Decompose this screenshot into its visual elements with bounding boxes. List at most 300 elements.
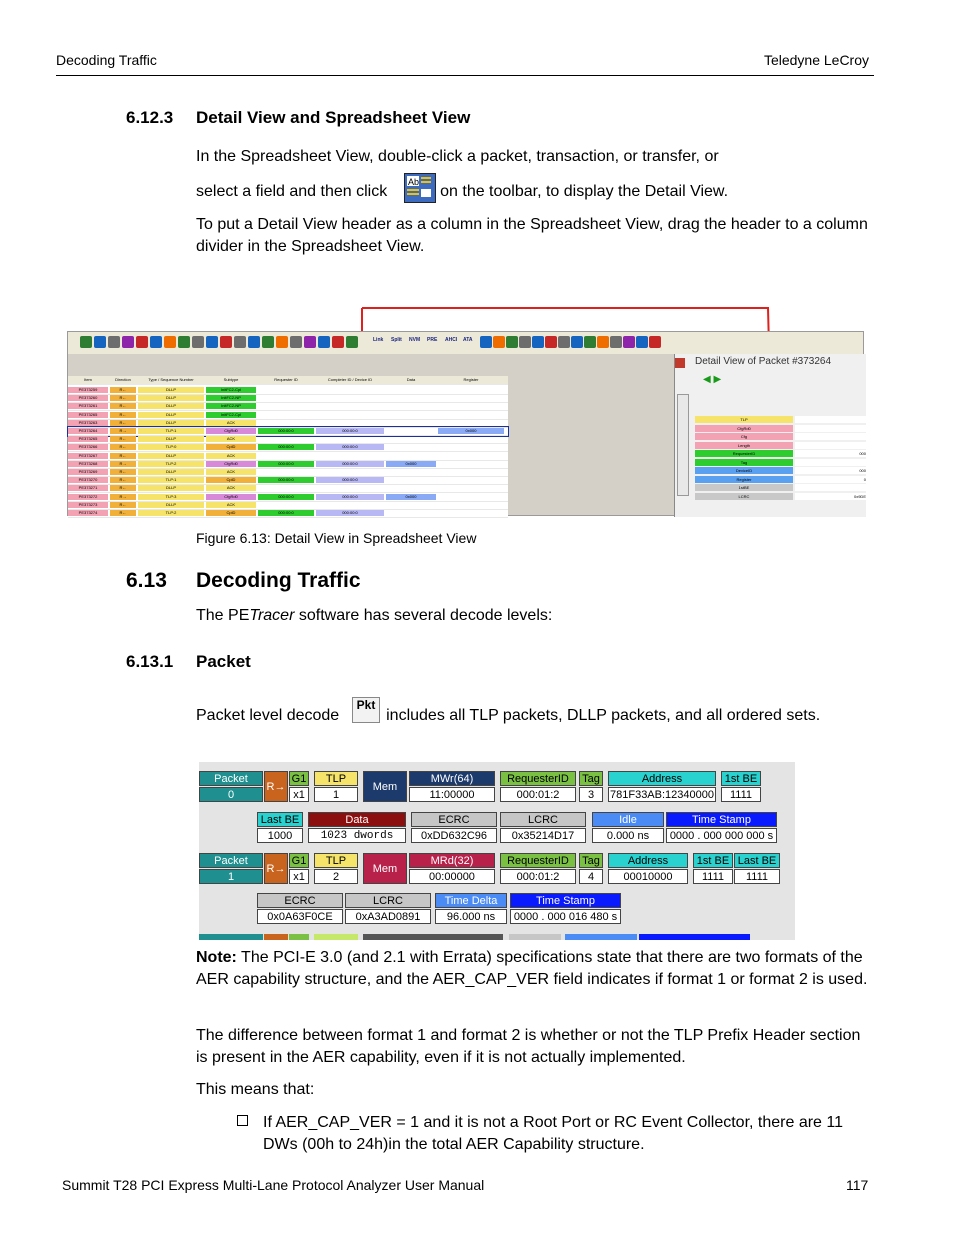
- table-cell: PE373264: [68, 428, 108, 434]
- table-cell: 000:00:0: [316, 461, 384, 467]
- first-be-label: 1st BE: [693, 853, 733, 868]
- table-cell: [316, 502, 384, 508]
- detail-field-value: 000: [795, 450, 866, 457]
- paragraph-text: select a field and then click: [196, 183, 388, 200]
- toolbar-icon[interactable]: [262, 336, 274, 348]
- footer-left: Summit T28 PCI Express Multi-Lane Protocol Analyzer User Manual: [62, 1177, 485, 1193]
- page-number: 117: [846, 1177, 869, 1193]
- table-cell: ACK: [206, 502, 256, 508]
- gen-label: G1: [289, 853, 309, 868]
- table-cell: CfgRd0: [206, 428, 256, 434]
- idle-value: 0.000 ns: [592, 828, 664, 843]
- packet-level-icon: [352, 697, 380, 723]
- address-value: 781F33AB:12340000: [608, 787, 716, 802]
- table-cell: [386, 444, 436, 450]
- detail-field-value: [795, 416, 866, 423]
- table-cell: [316, 412, 384, 418]
- section-title: Packet: [196, 652, 251, 671]
- table-cell: 0x000: [386, 494, 436, 500]
- table-cell: R←: [110, 387, 136, 393]
- address-value: 00010000: [608, 869, 688, 884]
- mem-cell: Mem: [363, 853, 407, 884]
- time-delta-value: 96.000 ns: [435, 909, 507, 924]
- toolbar-icon[interactable]: [532, 336, 544, 348]
- detail-field-row[interactable]: [695, 433, 866, 441]
- detail-field-label: TLP: [695, 416, 793, 423]
- table-cell: [316, 453, 384, 459]
- table-cell: [438, 494, 504, 500]
- table-cell: [438, 469, 504, 475]
- toolbar-icon[interactable]: [623, 336, 635, 348]
- table-cell: [386, 395, 436, 401]
- bullet-item: If AER_CAP_VER = 1 and it is not a Root Port or RC Event Collector, there are 11 DWs (00h to 24h)in the total AER Capability structure.: [263, 1114, 843, 1153]
- table-cell: [386, 428, 436, 434]
- table-cell: PE373270: [68, 477, 108, 483]
- table-row[interactable]: [68, 509, 508, 518]
- toolbar-spacer: [68, 354, 674, 376]
- detail-view-icon: [675, 358, 685, 368]
- paragraph-inline: [196, 181, 876, 203]
- table-cell: PE373261: [68, 403, 108, 409]
- table-cell: DLLP: [138, 485, 204, 491]
- detail-field-row[interactable]: [695, 493, 866, 501]
- table-cell: ACK: [206, 420, 256, 426]
- table-cell: PE373259: [68, 387, 108, 393]
- table-cell: 000:00:0: [258, 428, 314, 434]
- table-cell: R←: [110, 510, 136, 516]
- toolbar-decode-button[interactable]: PRE: [427, 337, 438, 343]
- table-cell: [258, 469, 314, 475]
- time-stamp-value: 0000 . 000 016 480 s: [510, 909, 621, 924]
- grid-column-header[interactable]: Item: [84, 377, 92, 382]
- table-cell: PE373274: [68, 510, 108, 516]
- table-cell: InitFC2-Cpl: [206, 387, 256, 393]
- toolbar-icon[interactable]: [519, 336, 531, 348]
- detail-field-label: Tag: [695, 459, 793, 466]
- table-cell: TLP:1: [138, 428, 204, 434]
- table-cell: CplD: [206, 477, 256, 483]
- table-cell: [316, 387, 384, 393]
- table-cell: InitFC2-NP: [206, 403, 256, 409]
- section-title: Detail View and Spreadsheet View: [196, 108, 471, 127]
- table-cell: R←: [110, 502, 136, 508]
- tag-label: Tag: [579, 853, 603, 868]
- table-cell: 000:00:0: [258, 461, 314, 467]
- detail-field-row[interactable]: [695, 442, 866, 450]
- table-cell: DLLP: [138, 403, 204, 409]
- table-cell: PE373272: [68, 494, 108, 500]
- toolbar-decode-button[interactable]: AHCI: [445, 337, 458, 343]
- detail-field-row[interactable]: [695, 459, 866, 467]
- detail-field-value: 0x9DE: [795, 493, 866, 500]
- table-cell: TLP:3: [138, 494, 204, 500]
- tlp-value: 1: [314, 787, 358, 802]
- table-cell: PE373269: [68, 469, 108, 475]
- table-cell: R←: [110, 444, 136, 450]
- type-value: 00:00000: [409, 869, 495, 884]
- header-left: Decoding Traffic: [56, 52, 157, 68]
- table-cell: [438, 485, 504, 491]
- tag-value: 4: [579, 869, 603, 884]
- detail-field-row[interactable]: [695, 416, 866, 424]
- toolbar-decode-button[interactable]: Link: [373, 337, 384, 343]
- packet-number[interactable]: 0: [199, 787, 263, 802]
- section-6-13-1-heading: [126, 652, 251, 672]
- table-cell: ACK: [206, 485, 256, 491]
- spreadsheet-grid: [68, 376, 508, 516]
- toolbar: [68, 332, 863, 355]
- table-cell: DLLP: [138, 453, 204, 459]
- table-cell: ACK: [206, 469, 256, 475]
- type-label: MWr(64): [409, 771, 495, 786]
- table-cell: PE373273: [68, 502, 108, 508]
- paragraph: In the Spreadsheet View, double-click a packet, transaction, or transfer, or: [196, 148, 719, 165]
- table-cell: ACK: [206, 453, 256, 459]
- data-value[interactable]: 1023 dwords: [308, 828, 406, 843]
- packet-row-partial: [289, 934, 309, 940]
- toolbar-icon[interactable]: [506, 336, 518, 348]
- lcrc-label: LCRC: [500, 812, 586, 827]
- toolbar-icon[interactable]: [178, 336, 190, 348]
- paragraph-text: software has several decode levels:: [294, 607, 553, 624]
- data-label: Data: [308, 812, 406, 827]
- table-cell: PE373263: [68, 420, 108, 426]
- first-be-label: 1st BE: [721, 771, 761, 786]
- toolbar-icon[interactable]: [136, 336, 148, 348]
- detail-field-label: DeviceID: [695, 467, 793, 474]
- table-cell: [438, 436, 504, 442]
- toolbar-icon[interactable]: [94, 336, 106, 348]
- tag-label: Tag: [579, 771, 603, 786]
- table-cell: R←: [110, 485, 136, 491]
- toolbar-icon[interactable]: [558, 336, 570, 348]
- first-be-value: 1111: [693, 869, 733, 884]
- table-cell: R←: [110, 395, 136, 401]
- svg-text:Ab: Ab: [408, 177, 420, 187]
- table-cell: [316, 436, 384, 442]
- type-label: MRd(32): [409, 853, 495, 868]
- toolbar-icon[interactable]: [610, 336, 622, 348]
- table-cell: [258, 412, 314, 418]
- table-cell: 0x000: [386, 461, 436, 467]
- table-cell: [386, 420, 436, 426]
- table-cell: DLLP: [138, 387, 204, 393]
- packet-label: Packet: [199, 853, 263, 868]
- last-be-label: Last BE: [257, 812, 303, 827]
- toolbar-decode-button[interactable]: Split: [391, 337, 402, 343]
- detail-view-title: Detail View of Packet #373264: [695, 356, 832, 367]
- ecrc-value: 0x0A63F0CE: [257, 909, 343, 924]
- toolbar-icon[interactable]: [290, 336, 302, 348]
- table-cell: TLP:2: [138, 510, 204, 516]
- detail-field-value: 0: [795, 476, 866, 483]
- header-right: Teledyne LeCroy: [763, 52, 869, 68]
- table-cell: R→: [110, 461, 136, 467]
- table-cell: DLLP: [138, 395, 204, 401]
- table-cell: PE373260: [68, 395, 108, 401]
- grid-column-header[interactable]: Requester ID: [274, 377, 298, 382]
- grid-header-row: [68, 376, 508, 385]
- ecrc-label: ECRC: [411, 812, 497, 827]
- table-cell: 000:00:0: [316, 494, 384, 500]
- table-cell: 000:00:0: [316, 477, 384, 483]
- grid-column-header[interactable]: Register: [463, 377, 479, 382]
- table-cell: [438, 453, 504, 459]
- section-6-12-3-heading: [126, 108, 471, 128]
- header-rule: [56, 75, 874, 76]
- table-cell: [258, 502, 314, 508]
- toolbar-icon[interactable]: [220, 336, 232, 348]
- toolbar-icon[interactable]: [584, 336, 596, 348]
- toolbar-icon[interactable]: [480, 336, 492, 348]
- table-cell: 000:00:0: [258, 510, 314, 516]
- table-cell: [386, 453, 436, 459]
- toolbar-decode-button[interactable]: NVM: [409, 337, 421, 343]
- tlp-label: TLP: [314, 853, 358, 868]
- detail-field-value: [795, 433, 866, 440]
- detail-field-value: [795, 425, 866, 432]
- table-cell: 000:00:0: [258, 494, 314, 500]
- toolbar-icon[interactable]: [192, 336, 204, 348]
- nav-arrows-icon[interactable]: ◀ ▶: [703, 374, 722, 385]
- table-cell: DLLP: [138, 436, 204, 442]
- table-cell: [258, 420, 314, 426]
- toolbar-icon[interactable]: [493, 336, 505, 348]
- detail-field-value: 000: [795, 467, 866, 474]
- figure-caption: Figure 6.13: Detail View in Spreadsheet View: [196, 530, 477, 546]
- detail-field-row[interactable]: [695, 450, 866, 458]
- product-name: Tracer: [249, 607, 295, 624]
- table-cell: [438, 395, 504, 401]
- toolbar-icon[interactable]: [276, 336, 288, 348]
- table-cell: PE373271: [68, 485, 108, 491]
- table-cell: [258, 485, 314, 491]
- table-cell: R←: [110, 469, 136, 475]
- note-text: The PCI-E 3.0 (and 2.1 with Errata) specifications state that there are two formats of the AER capability structure, and the AER_CAP_VER field indicates if format 1 or format 2 is used.: [196, 949, 868, 988]
- tlp-label: TLP: [314, 771, 358, 786]
- table-cell: [438, 461, 504, 467]
- lcrc-value: 0x35214D17: [500, 828, 586, 843]
- gen-value: x1: [289, 787, 309, 802]
- table-cell: DLLP: [138, 502, 204, 508]
- table-cell: CfgRd0: [206, 494, 256, 500]
- paragraph: The difference between format 1 and format 2 is whether or not the TLP Prefix Header section is present in the AER capability, even if it is not actually implemented.: [196, 1027, 861, 1066]
- table-cell: R←: [110, 453, 136, 459]
- ecrc-value: 0xDD632C96: [411, 828, 497, 843]
- table-cell: [258, 436, 314, 442]
- table-cell: [386, 485, 436, 491]
- mem-cell: Mem: [363, 771, 407, 802]
- packet-row-partial: [199, 934, 263, 940]
- section-number: 6.13: [126, 569, 167, 592]
- paragraph: To put a Detail View header as a column in the Spreadsheet View, drag the header to a column divider in the Spreadsheet View.: [196, 216, 868, 255]
- paragraph: This means that:: [196, 1081, 315, 1098]
- table-cell: [438, 387, 504, 393]
- table-cell: PE373268: [68, 461, 108, 467]
- table-cell: [258, 387, 314, 393]
- detail-field-row[interactable]: [695, 425, 866, 433]
- note-label: Note:: [196, 949, 237, 966]
- table-cell: [386, 387, 436, 393]
- table-cell: R←: [110, 436, 136, 442]
- detail-field-value: [795, 459, 866, 466]
- grid-column-header[interactable]: Subtype: [223, 377, 239, 382]
- toolbar-icon[interactable]: [108, 336, 120, 348]
- toolbar-icon[interactable]: [649, 336, 661, 348]
- paragraph-text: includes all TLP packets, DLLP packets, and all ordered sets.: [386, 707, 821, 724]
- table-cell: 000:00:0: [258, 444, 314, 450]
- table-cell: DLLP: [138, 412, 204, 418]
- time-stamp-value: 0000 . 000 000 000 s: [666, 828, 777, 843]
- scrollbar[interactable]: [677, 394, 689, 496]
- paragraph-text: on the toolbar, to display the Detail View.: [440, 183, 729, 200]
- lcrc-value: 0xA3AD0891: [345, 909, 431, 924]
- requester-id-label: RequesterID: [500, 771, 576, 786]
- detail-field-value: [795, 442, 866, 449]
- table-cell: R←: [110, 420, 136, 426]
- table-cell: [316, 469, 384, 475]
- toolbar-icon[interactable]: [248, 336, 260, 348]
- table-cell: R←: [110, 412, 136, 418]
- detail-field-value: [795, 484, 866, 491]
- detail-field-label: 1stBE: [695, 484, 793, 491]
- gen-label: G1: [289, 771, 309, 786]
- detail-view-pane: [674, 354, 866, 517]
- table-cell: R→: [110, 494, 136, 500]
- table-cell: CplD: [206, 510, 256, 516]
- direction-cell: R→: [264, 771, 288, 802]
- table-cell: TLP:0: [138, 444, 204, 450]
- detail-view-icon: [404, 173, 436, 203]
- toolbar-icon[interactable]: [545, 336, 557, 348]
- toolbar-icon[interactable]: [122, 336, 134, 348]
- grid-column-header[interactable]: Data: [406, 377, 416, 382]
- paragraph-inline: [196, 705, 876, 727]
- grid-column-header[interactable]: Type / Sequence Number: [148, 377, 194, 382]
- table-cell: R←: [110, 477, 136, 483]
- table-cell: 0x000: [438, 428, 504, 434]
- direction-cell: R→: [264, 853, 288, 884]
- spreadsheet-figure: [67, 331, 864, 516]
- table-cell: [438, 420, 504, 426]
- table-cell: DLLP: [138, 420, 204, 426]
- table-cell: CplD: [206, 444, 256, 450]
- detail-field-row[interactable]: [695, 484, 866, 492]
- packet-number[interactable]: 1: [199, 869, 263, 884]
- gen-value: x1: [289, 869, 309, 884]
- table-cell: InitFC2-Cpl: [206, 412, 256, 418]
- bullet-box-icon: [237, 1115, 248, 1126]
- table-cell: 000:00:0: [316, 428, 384, 434]
- section-number: 6.12.3: [126, 108, 174, 127]
- grid-column-header[interactable]: Direction: [115, 377, 131, 382]
- section-title: Decoding Traffic: [196, 569, 361, 592]
- table-cell: [316, 395, 384, 401]
- toolbar-icon[interactable]: [206, 336, 218, 348]
- table-cell: [438, 444, 504, 450]
- toolbar-icon[interactable]: [318, 336, 330, 348]
- requester-id-label: RequesterID: [500, 853, 576, 868]
- packet-row-partial: [314, 934, 358, 940]
- table-cell: PE373267: [68, 453, 108, 459]
- toolbar-icon[interactable]: [304, 336, 316, 348]
- tlp-value: 2: [314, 869, 358, 884]
- address-label: Address: [608, 771, 716, 786]
- packet-decode-figure: [199, 762, 795, 940]
- detail-field-label: RequesterID: [695, 450, 793, 457]
- grid-column-header[interactable]: Completer ID / Device ID: [327, 377, 373, 382]
- detail-field-label: LCRC: [695, 493, 793, 500]
- ecrc-label: ECRC: [257, 893, 343, 908]
- toolbar-icon[interactable]: [636, 336, 648, 348]
- toolbar-icon[interactable]: [234, 336, 246, 348]
- last-be-value: 1000: [257, 828, 303, 843]
- section-number: 6.13.1: [126, 652, 174, 671]
- table-cell: [438, 502, 504, 508]
- table-cell: [258, 403, 314, 409]
- detail-field-row[interactable]: [695, 476, 866, 484]
- section-6-13-heading: [126, 569, 361, 593]
- table-cell: 000:00:0: [316, 444, 384, 450]
- table-cell: [386, 412, 436, 418]
- time-stamp-label: Time Stamp: [510, 893, 621, 908]
- table-cell: TLP:2: [138, 461, 204, 467]
- toolbar-icon[interactable]: [332, 336, 344, 348]
- table-cell: PE373265: [68, 412, 108, 418]
- table-cell: [258, 453, 314, 459]
- table-cell: ACK: [206, 436, 256, 442]
- table-cell: PE373265: [68, 436, 108, 442]
- table-cell: InitFC2-NP: [206, 395, 256, 401]
- table-cell: 000:00:0: [258, 477, 314, 483]
- packet-row-partial: [565, 934, 637, 940]
- time-delta-label: Time Delta: [435, 893, 507, 908]
- table-cell: [438, 412, 504, 418]
- table-cell: [316, 420, 384, 426]
- table-cell: [386, 469, 436, 475]
- table-cell: [438, 403, 504, 409]
- toolbar-icon[interactable]: [346, 336, 358, 348]
- toolbar-icon[interactable]: [597, 336, 609, 348]
- packet-row-partial: [264, 934, 288, 940]
- last-be-label: Last BE: [734, 853, 780, 868]
- packet-label: Packet: [199, 771, 263, 786]
- packet-row-partial: [639, 934, 750, 940]
- lcrc-label: LCRC: [345, 893, 431, 908]
- toolbar-icon[interactable]: [150, 336, 162, 348]
- detail-field-row[interactable]: [695, 467, 866, 475]
- first-be-value: 1111: [721, 787, 761, 802]
- detail-field-label: Cfg: [695, 433, 793, 440]
- toolbar-icon[interactable]: [80, 336, 92, 348]
- last-be-value: 1111: [734, 869, 780, 884]
- table-cell: [258, 395, 314, 401]
- requester-id-value: 000:01:2: [500, 869, 576, 884]
- toolbar-icon[interactable]: [571, 336, 583, 348]
- toolbar-decode-button[interactable]: ATA: [463, 337, 473, 343]
- type-value: 11:00000: [409, 787, 495, 802]
- address-label: Address: [608, 853, 688, 868]
- table-cell: [386, 403, 436, 409]
- table-cell: [438, 477, 504, 483]
- pkt-icon-label: Pkt: [356, 698, 376, 712]
- idle-label: Idle: [592, 812, 664, 827]
- time-stamp-label: Time Stamp: [666, 812, 777, 827]
- packet-row-partial: [363, 934, 503, 940]
- toolbar-icon[interactable]: [164, 336, 176, 348]
- table-cell: [386, 510, 436, 516]
- table-cell: DLLP: [138, 469, 204, 475]
